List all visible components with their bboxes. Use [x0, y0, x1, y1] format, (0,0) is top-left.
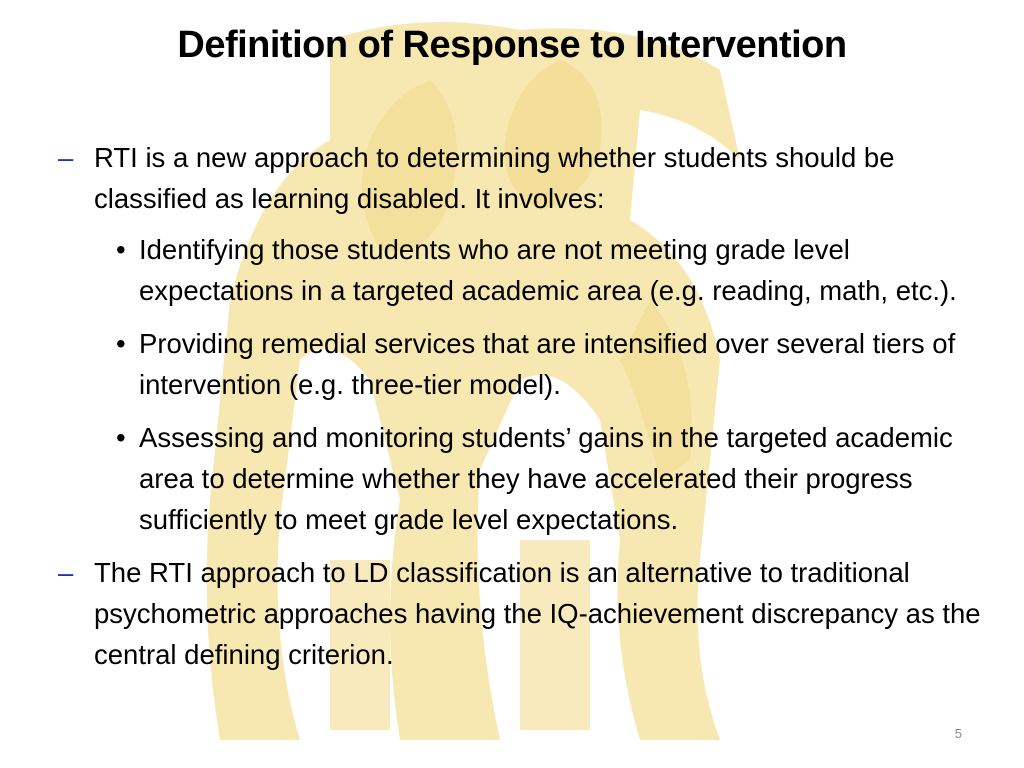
- dash-marker: –: [58, 142, 74, 173]
- dash-marker: –: [58, 557, 74, 588]
- bullet-dot-marker: •: [116, 234, 126, 265]
- sub-bullet-item-identifying: [102, 229, 969, 311]
- sub-bullet-text: Providing remedial services that are intensified over several tiers of intervention (e.g. three-tier model).: [139, 328, 956, 400]
- sub-bullet-item-providing: [102, 323, 969, 405]
- sub-bullet-text: Identifying those students who are not meeting grade level expectations in a targeted academic area (e.g. reading, math, etc.).: [139, 234, 957, 306]
- bullet-item-rti-definition: [58, 137, 1008, 219]
- bullet-item-rti-alternative: [58, 552, 1008, 675]
- bullet-text: The RTI approach to LD classification is an alternative to traditional psychometric approaches having the IQ-achievement discrepancy as the central defining criterion.: [94, 557, 981, 670]
- bullet-dot-marker: •: [116, 328, 126, 359]
- sub-bullet-text: Assessing and monitoring students’ gains in the targeted academic area to determine whether they have accelerated their progress sufficiently to meet grade level expectations.: [139, 422, 953, 535]
- bullet-dot-marker: •: [116, 422, 126, 453]
- bullet-text: RTI is a new approach to determining whether students should be classified as learning disabled. It involves:: [94, 142, 895, 214]
- slide-body: [58, 137, 1008, 685]
- page-number: 5: [954, 726, 962, 741]
- sub-bullet-item-assessing: [102, 417, 969, 540]
- slide-title: Definition of Response to Intervention: [177, 24, 847, 66]
